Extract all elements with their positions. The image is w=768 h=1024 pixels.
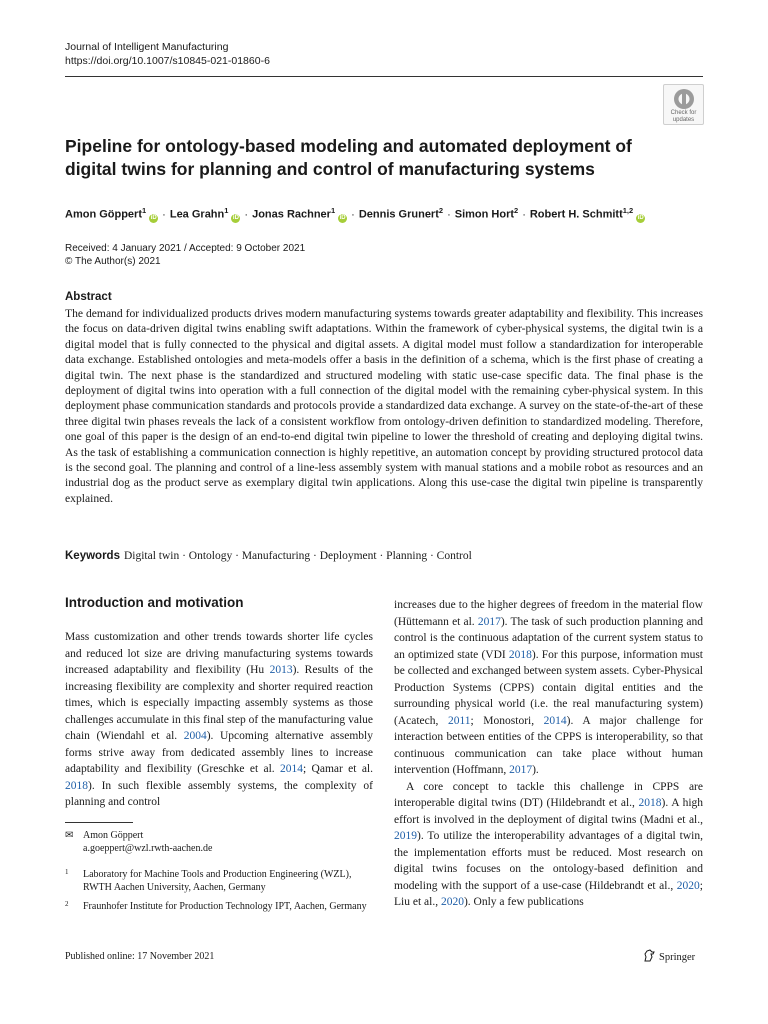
author-separator: · xyxy=(244,208,249,221)
header-rule xyxy=(65,76,703,77)
author-name[interactable]: Dennis Grunert xyxy=(358,208,439,221)
citation-link[interactable]: 2018 xyxy=(65,779,88,792)
doi-link[interactable]: https://doi.org/10.1007/s10845-021-01860-6 xyxy=(65,55,270,67)
affiliation-number: 1 xyxy=(65,868,69,876)
journal-header xyxy=(65,40,270,68)
publisher xyxy=(642,949,695,963)
author-name[interactable]: Amon Göppert xyxy=(65,208,142,221)
author-affiliation-sup: 1 xyxy=(142,206,147,215)
crossmark-icon xyxy=(673,88,695,110)
author-list xyxy=(65,204,705,223)
citation-link[interactable]: 2014 xyxy=(543,714,567,727)
author-affiliation-sup: 2 xyxy=(438,206,444,215)
journal-name: Journal of Intelligent Manufacturing xyxy=(65,41,229,53)
affiliation-number: 2 xyxy=(65,900,69,908)
citation-link[interactable]: 2018 xyxy=(638,797,662,809)
body-column-left: Mass customization and other trends towards shorter life cycles and reduced lot size are driving manufacturing systems towards increased adaptability and flexibility (Hu 2013). Results of the increasing flexibility are complexity and shorter required reaction times, which is especially impacting assembly systems as those challenges accumulate in this final step of the manufacturing value chain (Wiendahl et al. 2004). Upcoming alternative assembly forms strive away from dedicated assembly lines to increase adaptability and flexibility (Greschke et al. 2014; Qamar et al. 2018). In such flexible assembly systems, the complexity of planning and control xyxy=(65,631,373,808)
citation-link[interactable]: 2011 xyxy=(447,714,471,727)
citation-link[interactable]: 2020 xyxy=(440,896,464,908)
published-online: Published online: 17 November 2021 xyxy=(65,951,215,962)
author-separator: · xyxy=(447,208,451,221)
author-name[interactable]: Jonas Rachner xyxy=(252,208,331,221)
citation-link[interactable]: 2019 xyxy=(394,830,417,842)
author-affiliation-sup: 1 xyxy=(330,206,336,215)
orcid-icon[interactable]: iD xyxy=(150,214,157,221)
abstract-heading: Abstract xyxy=(65,291,112,303)
author-separator: · xyxy=(351,208,355,221)
crossmark-line1: Check for xyxy=(670,110,697,116)
citation-link[interactable]: 2004 xyxy=(183,730,207,742)
affiliation-1 xyxy=(65,869,375,895)
footnote-rule xyxy=(65,822,133,823)
citation-link[interactable]: 2018 xyxy=(508,648,532,661)
springer-horse-icon xyxy=(642,949,656,963)
abstract-text: The demand for individualized products drives modern manufacturing systems towards greater adaptability and flexibility. This increases the focus on data-driven digital twins enabling swift adaptations. Within the framework of cyber-physical systems, the digital twin is a digital model that is fully connected to the physical and digital assets. A digital model must follow a standardization for interoperable data exchange. Established ontologies and meta-models offer a basis in the definition of a schema, which is the first phase of creating a digital twin. The next phase is the standardized and structured modeling with static use-case specific data. The final phase is the deployment of digital twins into operation with a full connection of the digital model with the remaining cyber-physical system. In this deployment phase communication standards and protocols provide a standardized data exchange. A survey on the state-of-the-art of these three digital twin phases reveals the lack of a consistent workflow from ontology-driven definition to standardized modeling. Therefore, one goal of this paper is the design of an end-to-end digital twin pipeline to lower the threshold of creating and deploying digital twins. As the task of establishing a communication connection is highly repetitive, an automation concept by providing structured protocol data is the second goal. The planning and control of a line-less assembly system with manual stations and a mobile robot as resources and an industrial dog as the product serve as exemplary digital twin applications. Along this use-case the digital twin pipeline is transparently explained. xyxy=(65,307,703,505)
author-name[interactable]: Lea Grahn xyxy=(169,208,225,221)
corresponding-email[interactable]: a.goeppert@wzl.rwth-aachen.de xyxy=(83,843,213,854)
author-separator: · xyxy=(162,208,166,221)
envelope-icon: ✉ xyxy=(65,830,74,841)
section-heading: Introduction and motivation xyxy=(65,595,244,610)
publisher-name: Springer xyxy=(659,952,696,963)
orcid-icon[interactable]: iD xyxy=(637,214,644,221)
received-accepted: Received: 4 January 2021 / Accepted: 9 October 2021 xyxy=(65,243,306,254)
citation-link[interactable]: 2014 xyxy=(280,763,304,775)
citation-link[interactable]: 2017 xyxy=(509,764,533,776)
affiliation-text: Laboratory for Machine Tools and Production Engineering (WZL), RWTH Aachen University, Aachen, Germany xyxy=(83,869,352,893)
keywords-list: Digital twin · Ontology · Manufacturing · Deployment · Planning · Control xyxy=(123,550,472,562)
orcid-icon[interactable]: iD xyxy=(339,214,346,221)
author-affiliation-sup: 1 xyxy=(224,206,229,215)
orcid-icon[interactable]: iD xyxy=(232,214,239,221)
citation-link[interactable]: 2017 xyxy=(477,615,501,628)
correspondence xyxy=(65,829,212,855)
paper-title: Pipeline for ontology-based modeling and automated deployment of digital twins for planning and control of manufacturing systems xyxy=(65,136,632,179)
author-name[interactable]: Simon Hort xyxy=(454,208,515,221)
paragraph: A core concept to tackle this challenge in CPPS are interoperable digital twins (DT) (Hildebrandt et al., 2018). A high effort is involved in the deployment of digital twins (Madni et al., 2019). To utilize the interoperability advantages of a digital twin, the implementation efforts must be reduced. Most research on digital twins focuses on the ontology-based definition and modeling with the support of a use-case (Hildebrandt et al., 2020; Liu et al., 2020). Only a few publications xyxy=(394,780,704,908)
paragraph: increases due to the higher degrees of freedom in the material flow (Hüttemann et al. 2017). The task of such production planning and control is the continuous adaptation of the current system status to an optimized state (VDI 2018). For this purpose, information must be collected and exchanged between system assets. Cyber-Physical Production Systems (CPPS) contain digital entities and the surrounding physical world (i.e. the real manufacturing system) (Acatech, 2011; Monostori, 2014). A major challenge for interaction between entities of the CPPS is interoperability, so that continuous communication can take place without human intervention (Hoffmann, 2017). xyxy=(394,599,703,776)
body-column-right xyxy=(394,597,703,911)
copyright: © The Author(s) 2021 xyxy=(65,255,161,267)
dates-block xyxy=(65,243,305,268)
author-separator: · xyxy=(522,208,526,221)
author-affiliation-sup: 1,2 xyxy=(622,206,634,215)
affiliation-2 xyxy=(65,901,375,914)
citation-link[interactable]: 2013 xyxy=(269,664,293,676)
keywords xyxy=(65,549,472,564)
citation-link[interactable]: 2020 xyxy=(676,879,700,892)
affiliation-text: Fraunhofer Institute for Production Technology IPT, Aachen, Germany xyxy=(83,901,367,912)
crossmark-line2: updates xyxy=(672,116,695,123)
check-for-updates-badge[interactable] xyxy=(663,84,704,125)
keywords-label: Keywords xyxy=(65,550,120,562)
corresponding-author: Amon Göppert xyxy=(83,830,144,841)
author-name[interactable]: Robert H. Schmitt xyxy=(529,208,623,221)
author-affiliation-sup: 2 xyxy=(514,206,519,215)
